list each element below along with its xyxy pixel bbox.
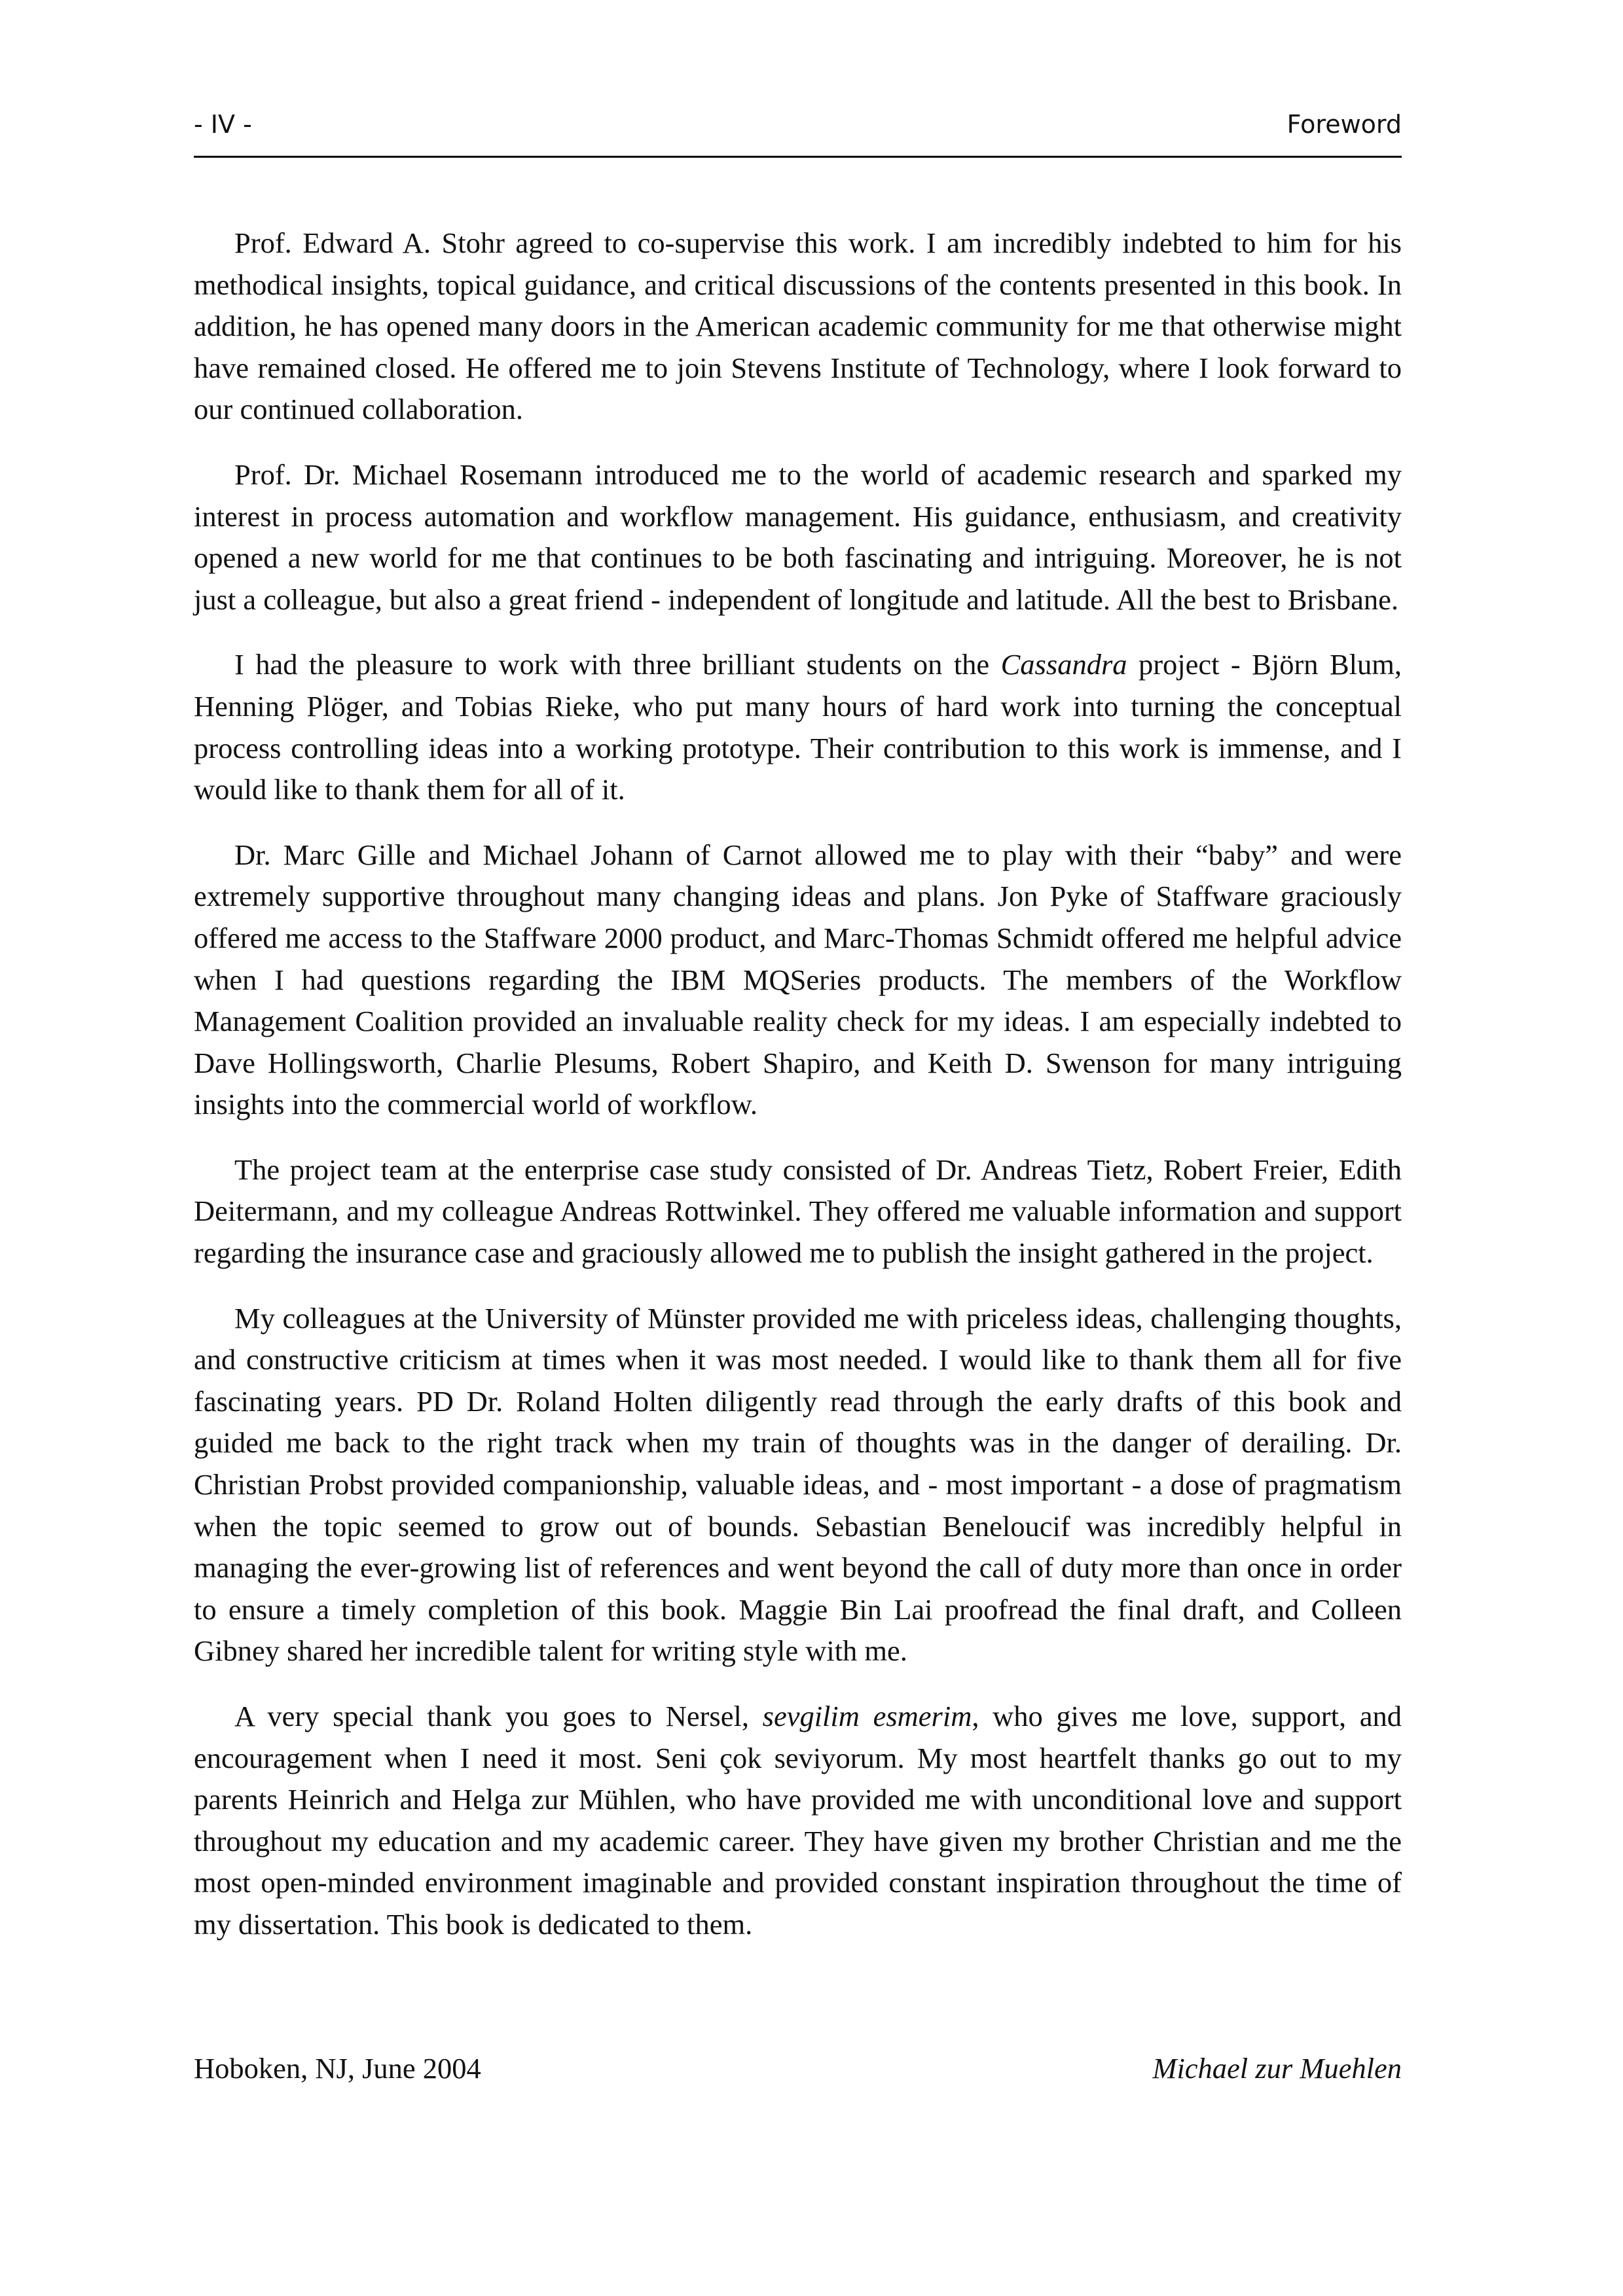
paragraph-text: , who gives me love, support, and encouragement when I need it most. Seni çok seviyorum. My most heartfelt thanks go out to my parents Heinrich and Helga zur Mühlen, who have provided me with unconditional love and support throughout my education and my academic career. They have given my brother Christian and me the most open-minded environment imaginable and provided constant inspiration throughout the time of my dissertation. This book is dedicated to them. <box>194 1700 1402 1941</box>
paragraph-text: The project team at the enterprise case study consisted of Dr. Andreas Tietz, Robert Freier, Edith Deitermann, and my colleague Andreas Rottwinkel. They offered me valuable information and support regarding the insurance case and graciously allowed me to publish the insight gathered in the project. <box>194 1153 1402 1270</box>
paragraph-rosemann <box>194 454 1402 620</box>
paragraph-text: Prof. Dr. Michael Rosemann introduced me to the world of academic research and sparked my interest in process automation and workflow management. His guidance, enthusiasm, and creativity opened a new world for me that continues to be both fascinating and intriguing. Moreover, he is not just a colleague, but also a great friend - independent of longitude and latitude. All the best to Brisbane. <box>194 457 1402 616</box>
project-name: Cassandra <box>1000 648 1127 681</box>
place-date: Hoboken, NJ, June 2004 <box>194 2052 481 2085</box>
running-title: Foreword <box>1286 110 1402 139</box>
endearment: sevgilim esmerim <box>762 1700 972 1732</box>
paragraph-case-study <box>194 1149 1402 1274</box>
paragraph-text: Prof. Edward A. Stohr agreed to co-supervise this work. I am incredibly indebted to him for his methodical insights, topical guidance, and critical discussions of the contents presented in this book. In addition, he has opened many doors in the American academic community for me that otherwise might have remained closed. He offered me to join Stevens Institute of Technology, where I look forward to our continued collaboration. <box>194 226 1402 426</box>
paragraph-stohr <box>194 223 1402 431</box>
paragraph-colleagues <box>194 1298 1402 1672</box>
signature-line <box>194 2047 1402 2089</box>
paragraph-cassandra <box>194 644 1402 810</box>
foreword-body <box>194 223 1402 1969</box>
paragraph-carnot <box>194 834 1402 1126</box>
page-header <box>194 105 1402 158</box>
paragraph-text: project - Björn Blum, Henning Plöger, and Tobias Rieke, who put many hours of hard work into turning the conceptual process controlling ideas into a working prototype. Their contribution to this work is immense, and I would like to thank them for all of it. <box>194 648 1402 806</box>
paragraph-text: I had the pleasure to work with three brilliant students on the <box>234 648 1001 681</box>
paragraph-text: Dr. Marc Gille and Michael Johann of Carnot allowed me to play with their “baby” and were extremely supportive throughout many changing ideas and plans. Jon Pyke of Staffware graciously offered me access to the Staffware 2000 product, and Marc-Thomas Schmidt offered me helpful advice when I had questions regarding the IBM MQSeries products. The members of the Workflow Management Coalition provided an invaluable reality check for my ideas. I am especially indebted to Dave Hollingsworth, Charlie Plesums, Robert Shapiro, and Keith D. Swenson for many intriguing insights into the commercial world of workflow. <box>194 838 1402 1121</box>
author-name: Michael zur Muehlen <box>1152 2052 1402 2085</box>
page-number: - IV - <box>194 110 252 139</box>
paragraph-text: A very special thank you goes to Nersel, <box>234 1700 763 1732</box>
paragraph-family <box>194 1696 1402 1946</box>
paragraph-text: My colleagues at the University of Münster provided me with priceless ideas, challenging thoughts, and constructive criticism at times when it was most needed. I would like to thank them all for five fascinating years. PD Dr. Roland Holten diligently read through the early drafts of this book and guided me back to the right track when my train of thoughts was in the danger of derailing. Dr. Christian Probst provided companionship, valuable ideas, and - most important - a dose of pragmatism when the topic seemed to grow out of bounds. Sebastian Beneloucif was incredibly helpful in managing the ever-growing list of references and went beyond the call of duty more than once in order to ensure a timely completion of this book. Maggie Bin Lai proofread the final draft, and Colleen Gibney shared her incredible talent for writing style with me. <box>194 1301 1402 1668</box>
